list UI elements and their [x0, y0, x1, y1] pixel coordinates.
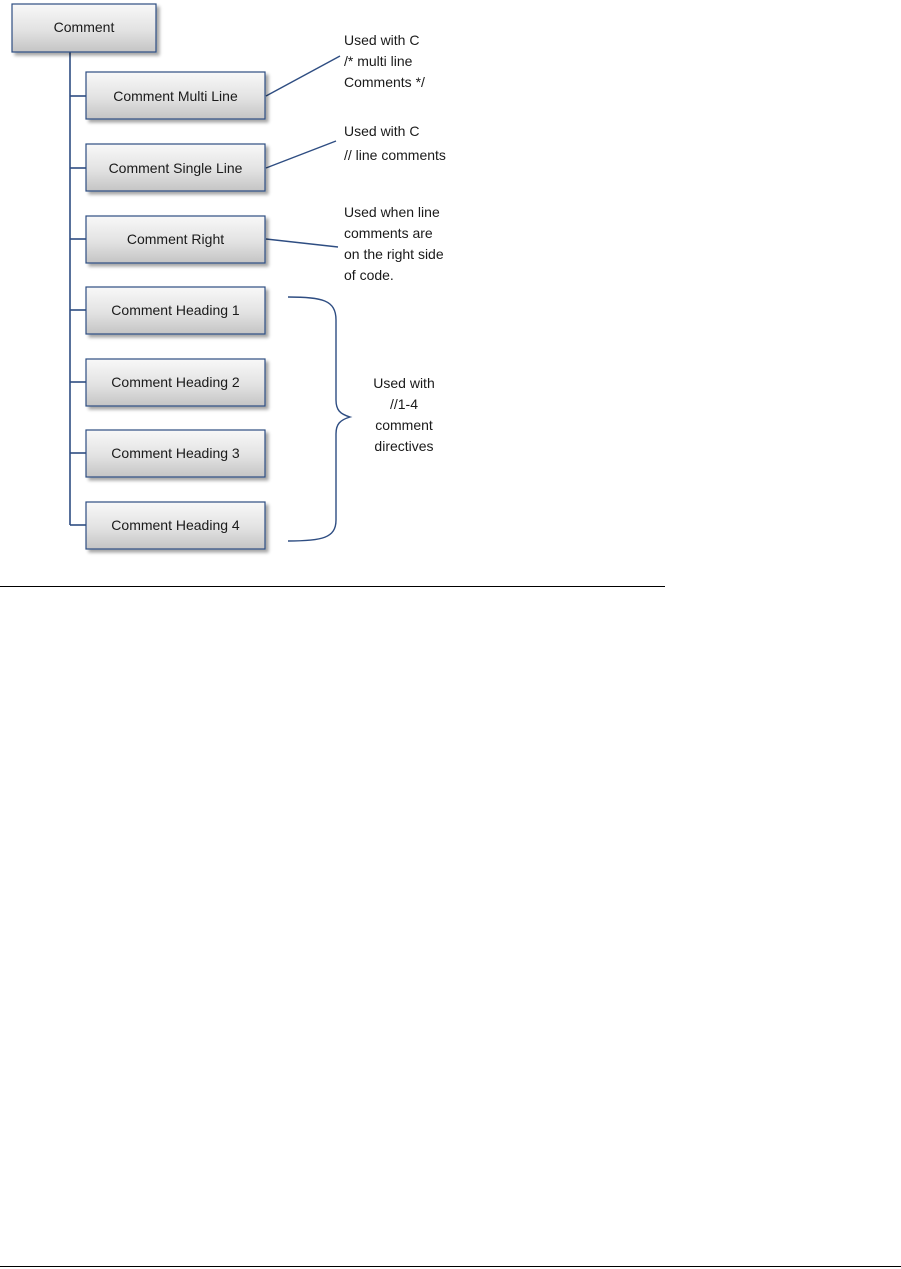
root-node-label: Comment: [53, 19, 115, 35]
note-line: // line comments: [344, 147, 446, 163]
note-line: //1-4: [389, 396, 419, 412]
divider-rule-upper: [0, 586, 665, 587]
note-line: comment: [375, 417, 433, 433]
child-node-heading-3: [86, 430, 265, 477]
note-headings: [373, 375, 434, 454]
child-node-right: [86, 216, 265, 263]
note-multi-line: [344, 32, 425, 90]
child-node-heading-1: [86, 287, 265, 334]
divider-rule-lower: [0, 1266, 901, 1267]
child-node-label: Comment Heading 2: [111, 374, 240, 390]
note-single-line: [344, 123, 446, 163]
note-line: Used with C: [344, 123, 420, 139]
comment-hierarchy-diagram: [0, 0, 901, 600]
child-node-label: Comment Right: [126, 231, 225, 247]
note-line: Comments */: [344, 74, 425, 90]
child-node-label: Comment Single Line: [108, 160, 243, 176]
child-node-label: Comment Multi Line: [113, 88, 238, 104]
child-node-label: Comment Heading 4: [111, 517, 240, 533]
callout-line-multi-line: [266, 56, 340, 96]
callout-line-right: [266, 239, 338, 247]
callout-line-single-line: [266, 141, 336, 168]
note-line: /* multi line: [344, 53, 413, 69]
tree-connectors: [70, 52, 86, 525]
note-right: [344, 204, 444, 283]
callout-connectors: [266, 56, 350, 541]
child-node-single-line: [86, 144, 265, 191]
note-line: of code.: [344, 267, 394, 283]
note-line: Used with C: [344, 32, 420, 48]
note-line: directives: [374, 438, 434, 454]
note-line: Used when line: [344, 204, 440, 220]
child-node-heading-2: [86, 359, 265, 406]
child-node-heading-4: [86, 502, 265, 549]
child-node-label: Comment Heading 3: [111, 445, 240, 461]
child-node-label: Comment Heading 1: [111, 302, 240, 318]
note-line: Used with: [373, 375, 435, 391]
root-node: [12, 4, 156, 52]
child-node-multi-line: [86, 72, 265, 119]
curly-brace: [288, 297, 350, 541]
note-line: on the right side: [344, 246, 444, 262]
note-line: comments are: [344, 225, 433, 241]
